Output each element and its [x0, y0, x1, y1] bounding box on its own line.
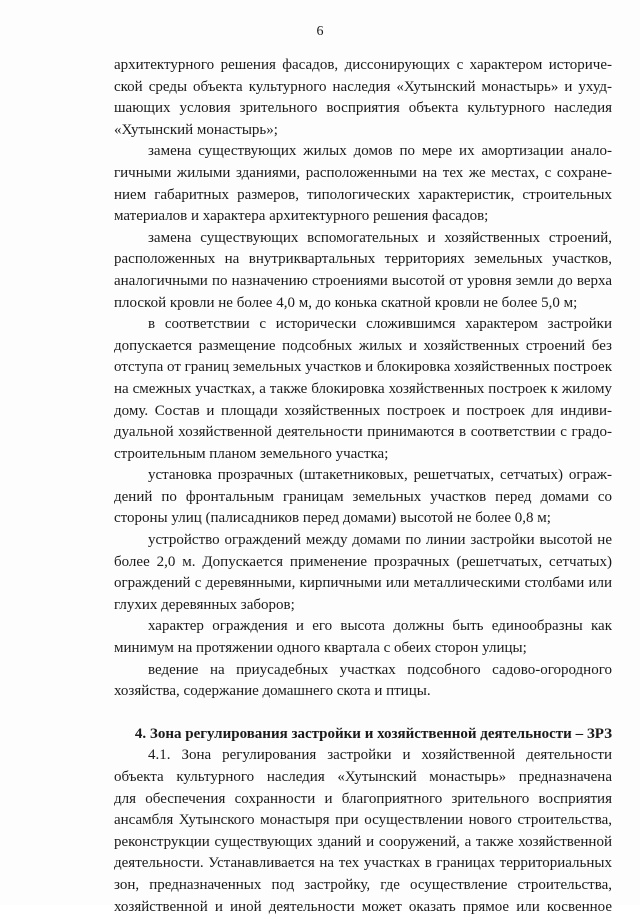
text-line: зон, предназначенных под застройку, где осуществление строительства, — [114, 876, 612, 893]
text-line: нием габаритных размеров, типологических характеристик, строительных — [114, 186, 612, 203]
text-line: на смежных участках, а также блокировка хозяйственных построек к жилому — [114, 380, 612, 397]
text-line: ансамбля Хутынского монастыря при осуществлении нового строительства, — [114, 812, 612, 829]
text-line: объекта культурного наследия «Хутынский монастырь» предназначена — [114, 769, 612, 785]
text-line: реконструкции существующих зданий и сооружений, а также хозяйственной — [114, 833, 612, 850]
text-line: отступа от границ земельных участков и блокировка хозяйственных построек — [114, 359, 612, 376]
text-line: дений по фронтальным границам земельных участков перед домами со — [114, 488, 612, 505]
text-line: ской среды объекта культурного наследия «Хутынский монастырь» и ухуд- — [114, 78, 612, 95]
text-line: глухих деревянных заборов; — [114, 596, 295, 613]
text-line: ведение на приусадебных участках подсобного садово-огородного — [148, 661, 612, 678]
text-line: плоской кровли не более 4,0 м, до конька скатной кровли не более 5,0 м; — [114, 294, 578, 311]
paragraph-fences-between-houses — [114, 530, 612, 616]
text-line: замена существующих вспомогательных и хозяйственных строений, — [148, 229, 612, 246]
text-line: расположенных на внутриквартальных территориях земельных участков, — [114, 251, 612, 268]
text-line: установка прозрачных (штакетниковых, решетчатых, сетчатых) ограж- — [148, 467, 612, 484]
text-line: допускается размещение подсобных жилых и хозяйственных строений без — [114, 337, 612, 354]
text-line: минимум на протяжении одного квартала с обеих сторон улицы; — [114, 640, 527, 657]
text-line: ограждений с деревянными, кирпичными или металлическими столбами или — [114, 575, 612, 592]
text-line: аналогичными по назначению строениями высотой от уровня земли до верха — [114, 272, 612, 289]
text-line: материалов и характера архитектурного решения фасадов; — [114, 208, 489, 225]
spacer — [114, 703, 612, 724]
page-number: 6 — [316, 24, 324, 39]
text-line: шающих условия зрительного восприятия объекта культурного наследия — [114, 100, 612, 117]
text-line: «Хутынский монастырь»; — [114, 121, 278, 138]
text-line: хозяйства, содержание домашнего скота и птицы. — [114, 683, 431, 700]
text-line: стороны улиц (палисадников перед домами) высотой не более 0,8 м; — [114, 510, 551, 527]
paragraph-fence-uniformity — [114, 616, 612, 659]
text-line: 4.1. Зона регулирования застройки и хозяйственной деятельности — [148, 747, 612, 764]
paragraph-facade-continuation — [114, 55, 612, 141]
text-line: дуальной хозяйственной деятельности принимаются в соответствии с градо- — [114, 424, 612, 441]
text-line: замена существующих жилых домов по мере их амортизации анало- — [148, 143, 612, 160]
section-heading: 4. Зона регулирования застройки и хозяйственной деятельности – ЗРЗ — [134, 725, 612, 742]
text-line: характер ограждения и его высота должны быть единообразны как — [148, 618, 612, 635]
text-line: строительным планом земельного участка; — [114, 445, 389, 462]
paragraph-auxiliary-replacement — [114, 228, 612, 314]
paragraph-household-farming — [114, 660, 612, 703]
text-line: в соответствии с исторически сложившимся характером застройки — [148, 316, 612, 333]
paragraph-zone-4-1 — [114, 745, 612, 918]
text-line: хозяйственной и иной деятельности может оказать прямое или косвенное — [114, 898, 612, 915]
paragraph-residential-replacement — [114, 141, 612, 227]
body-text — [114, 55, 612, 918]
text-line: для обеспечения сохранности и благоприятного зрительного восприятия — [114, 790, 612, 807]
text-line: архитектурного решения фасадов, диссонирующих с характером историче- — [114, 57, 612, 73]
paragraph-historic-placement — [114, 314, 612, 465]
paragraph-transparent-fences — [114, 465, 612, 530]
text-line: деятельности. Устанавливается на тех участках в границах территориальных — [114, 855, 612, 872]
text-line: гичными жилыми зданиями, расположенными на тех же местах, с сохране- — [114, 164, 612, 181]
text-line: устройство ограждений между домами по линии застройки высотой не — [148, 532, 612, 549]
text-line: дому. Состав и площади хозяйственных построек и построек для индиви- — [114, 402, 612, 419]
text-line: более 2,0 м. Допускается применение прозрачных (решетчатых, сетчатых) — [114, 553, 612, 570]
